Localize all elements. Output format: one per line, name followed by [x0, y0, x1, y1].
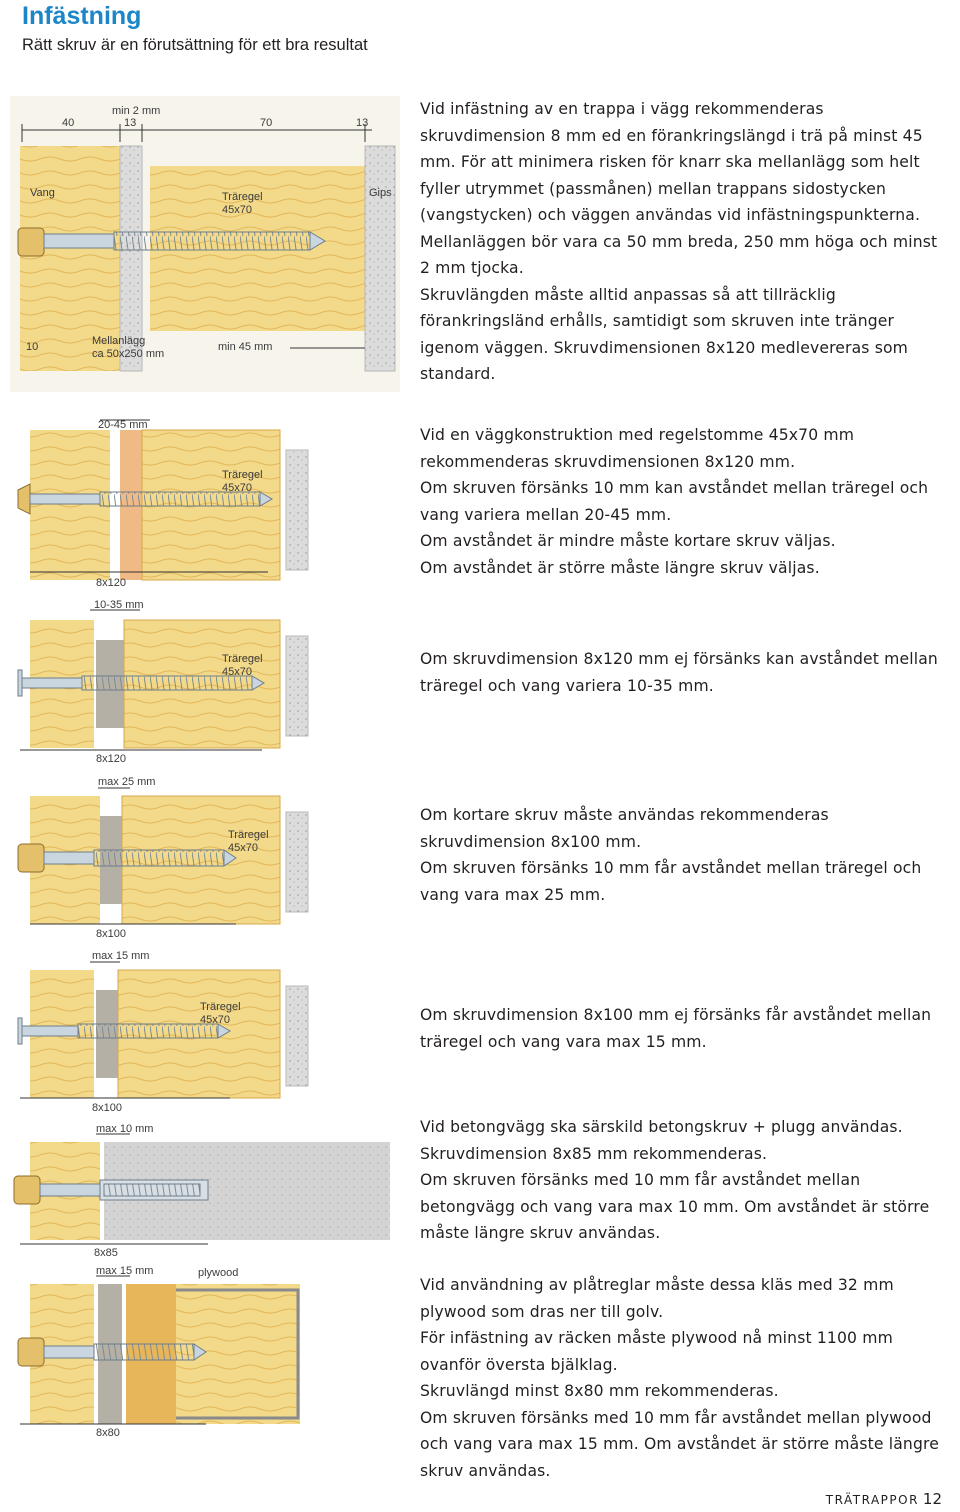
section-6-text: [420, 1114, 950, 1247]
label-traregel: Träregel: [200, 1001, 241, 1013]
paragraph: Om skruvdimension 8x120 mm ej försänks kan avståndet mellan träregel och vang variera 10-35 mm.: [420, 650, 938, 695]
figure-screw-8x100-countersunk: [0, 772, 400, 942]
figure-screw-8x100-not-countersunk: [0, 946, 400, 1116]
paragraph: För infästning av räcken måste plywood nå minst 1100 mm ovanför översta bjälklag.: [420, 1329, 893, 1374]
label-45x70: 45x70: [200, 1014, 230, 1026]
paragraph: Vid betongvägg ska särskild betongskruv + plugg användas.: [420, 1118, 903, 1136]
label-45x70: 45x70: [222, 204, 252, 216]
paragraph: Vid en väggkonstruktion med regelstomme 45x70 mm rekommenderas skruvdimensionen 8x120 mm.: [420, 426, 855, 471]
dim-13-right: 13: [356, 117, 369, 129]
paragraph: Om skruven försänks med 10 mm får avståndet mellan betongvägg och vang vara max 10 mm. Om avståndet är större måste längre skruv användas.: [420, 1171, 930, 1242]
paragraph: Vid infästning av en trappa i vägg rekommenderas skruvdimension 8 mm ed en förankringslängd i trä på minst 45 mm. För att minimera risken för knarr ska mellanlägg som helt fyller utrymmet (passmånen) mellan trappans sidostycken (vangstycken) och väggen användas vid infästningspunkterna. Mellanläggen bör vara ca 50 mm breda, 250 mm höga och minst 2 mm tjocka.: [420, 100, 938, 277]
paragraph: Om avståndet är mindre måste kortare skruv väljas.: [420, 532, 836, 550]
label-mellanlagg-size: ca 50x250 mm: [92, 348, 165, 360]
label-traregel: Träregel: [222, 653, 263, 665]
paragraph: Om skruvdimension 8x100 mm ej försänks får avståndet mellan träregel och vang vara max 15 mm.: [420, 1006, 932, 1051]
figure-screw-8x120-not-countersunk: [0, 596, 400, 766]
label-traregel: Träregel: [222, 191, 263, 203]
page-number: 12: [922, 1490, 942, 1508]
dim-min-2mm: min 2 mm: [112, 105, 161, 117]
figure-steel-stud-plywood: [0, 1262, 400, 1438]
dim-label: 10-35 mm: [94, 599, 144, 611]
label-plywood: plywood: [198, 1267, 239, 1279]
page-title: Infästning: [22, 2, 142, 30]
dim-40: 40: [62, 117, 75, 129]
figure-concrete-wall: [0, 1120, 400, 1260]
figure-screw-8x120-countersunk: [0, 414, 400, 594]
section-3-text: [420, 646, 950, 699]
paragraph: Skruvlängd minst 8x80 mm rekommenderas.: [420, 1382, 779, 1400]
paragraph: Om skruven försänks med 10 mm får avståndet mellan plywood och vang vara max 15 mm. Om avståndet är större måste längre skruv användas.: [420, 1408, 939, 1480]
dim-13: 13: [124, 117, 137, 129]
section-4-text: [420, 802, 950, 908]
dim-label: max 15 mm: [92, 950, 150, 962]
label-vang: Vang: [30, 187, 55, 199]
label-45x70: 45x70: [222, 666, 252, 678]
dim-label: max 15 mm: [96, 1265, 154, 1277]
section-1-text: [420, 96, 950, 388]
paragraph: Om avståndet är större måste längre skruv väljas.: [420, 558, 820, 577]
label-min-45mm: min 45 mm: [218, 341, 273, 353]
dim-label: 20-45 mm: [98, 419, 148, 431]
paragraph: Om skruven försänks 10 mm får avståndet mellan träregel och vang vara max 25 mm.: [420, 859, 922, 904]
screw-size-label: 8x100: [92, 1102, 122, 1114]
label-traregel: Träregel: [228, 829, 269, 841]
screw-size-label: 8x120: [96, 753, 126, 765]
figure-wall-mounting: [0, 96, 400, 392]
paragraph: Skruvlängden måste alltid anpassas så att tillräcklig förankringsländ erhålls, samtidigt som skruven inte tränger igenom väggen. Skruvdimensionen 8x120 medlevereras som standard.: [420, 285, 908, 383]
label-45x70: 45x70: [228, 842, 258, 854]
label-10: 10: [26, 341, 39, 353]
page-footer: [826, 1490, 942, 1508]
section-7-text: [420, 1272, 950, 1484]
screw-size-label: 8x120: [96, 577, 126, 589]
label-mellanlagg: Mellanlägg: [92, 335, 146, 347]
label-45x70: 45x70: [222, 482, 252, 494]
paragraph: Om kortare skruv måste användas rekommenderas skruvdimension 8x100 mm.: [420, 806, 829, 851]
footer-brand: TRÄTRAPPOR: [825, 1493, 919, 1507]
section-5-text: [420, 1002, 950, 1055]
paragraph: Vid användning av plåtreglar måste dessa kläs med 32 mm plywood som dras ner till golv.: [420, 1276, 894, 1321]
page-subtitle: Rätt skruv är en förutsättning för ett bra resultat: [22, 36, 368, 54]
screw-size-label: 8x100: [96, 928, 126, 940]
paragraph: Om skruven försänks 10 mm kan avståndet mellan träregel och vang variera mellan 20-45 mm.: [420, 479, 929, 524]
section-2-text: [420, 422, 950, 581]
gypsum-board: [365, 146, 395, 371]
screw-size-label: 8x85: [94, 1247, 118, 1259]
screw-size-label: 8x80: [96, 1427, 120, 1438]
dim-label: max 25 mm: [98, 776, 156, 788]
dim-70: 70: [260, 117, 273, 129]
paragraph: Skruvdimension 8x85 mm rekommenderas.: [420, 1144, 768, 1163]
label-traregel: Träregel: [222, 469, 263, 481]
label-gips: Gips: [369, 187, 392, 199]
dim-label: max 10 mm: [96, 1123, 154, 1135]
